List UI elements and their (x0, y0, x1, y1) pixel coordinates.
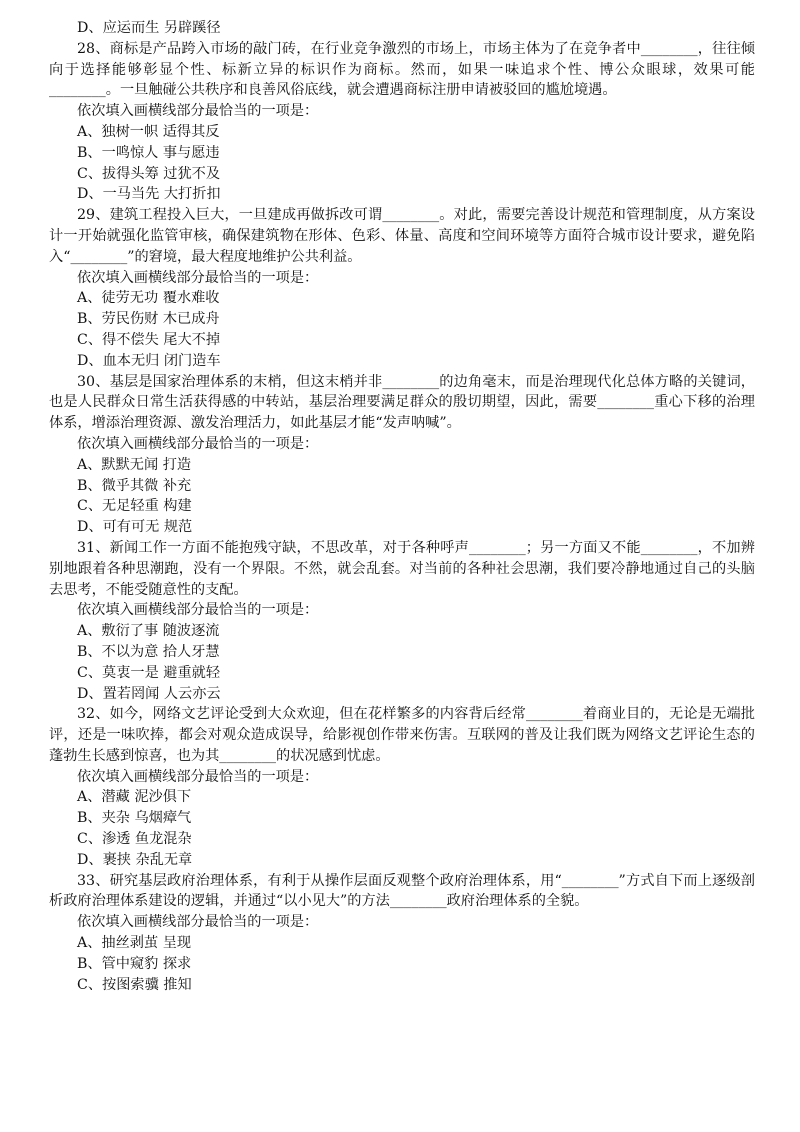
question-33 (49, 871, 755, 996)
option-d: D、置若罔闻 人云亦云 (77, 685, 221, 702)
option-b: B、不以为意 拾人牙慧 (77, 643, 220, 660)
option-c: C、渗透 鱼龙混杂 (77, 831, 192, 848)
question-prompt: 依次填入画横线部分最恰当的一项是： (77, 602, 319, 619)
option-a: A、默默无闻 打造 (77, 456, 192, 473)
question-stem: 30、基层是国家治理体系的末梢，但这末梢并非________的边角毫末，而是治理现代化总体方略的关键词，也是人民群众日常生活获得感的中转站，基层治理要满足群众的殷切期望，因此，需要________重心下移的治理体系，增添治理资源、激发治理活力，如此基层才能“发声呐喊”。 (49, 373, 755, 432)
option-c: C、按图索骥 推知 (77, 976, 192, 993)
option-c: C、莫衷一是 避重就轻 (77, 664, 221, 681)
question-stem: 29、建筑工程投入巨大，一旦建成再做拆改可谓________。对此，需要完善设计规范和管理制度，从方案设计一开始就强化监管审核，确保建筑物在形体、色彩、体量、高度和空间环境等方面符合城市设计要求，避免陷入“________”的窘境，最大程度地维护公共利益。 (49, 207, 755, 265)
question-29 (49, 205, 755, 371)
option-a: A、敷衍了事 随波逐流 (77, 623, 220, 640)
question-stem: 33、研究基层政府治理体系，有利于从操作层面反观整个政府治理体系，用“________”方式自下而上逐级剖析政府治理体系建设的逻辑，并通过“以小见大”的方法________政府治理体系的全貌。 (49, 872, 755, 910)
option-c: C、无足轻重 构建 (77, 498, 192, 515)
option-a: A、抽丝剥茧 呈现 (77, 935, 192, 952)
question-stem: 32、如今，网络文艺评论受到大众欢迎，但在花样繁多的内容背后经常________着商业目的，无论是无端批评，还是一味吹捧，都会对观众造成误导，给影视创作带来伤害。互联网的普及让我们既为网络文艺评论生态的蓬勃生长感到惊喜，也为其________的状况感到忧虑。 (49, 706, 755, 764)
option-c: C、得不偿失 尾大不掉 (77, 331, 221, 348)
option-b: B、微乎其微 补充 (77, 477, 192, 494)
option-b: B、管中窥豹 探求 (77, 955, 192, 972)
document-page (49, 18, 755, 995)
lead-option: D、应运而生 另辟蹊径 (77, 20, 221, 36)
option-a: A、潜藏 泥沙俱下 (77, 789, 192, 806)
option-d: D、可有可无 规范 (77, 519, 193, 536)
option-b: B、一鸣惊人 事与愿违 (77, 144, 220, 161)
question-prompt: 依次填入画横线部分最恰当的一项是： (77, 269, 319, 286)
option-d: D、血本无归 闭门造车 (77, 352, 221, 369)
option-b: B、夹杂 乌烟瘴气 (77, 810, 192, 827)
question-32 (49, 704, 755, 870)
question-prompt: 依次填入画横线部分最恰当的一项是： (77, 103, 319, 120)
option-b: B、劳民伤财 木已成舟 (77, 311, 220, 328)
question-prompt: 依次填入画横线部分最恰当的一项是： (77, 435, 319, 452)
question-28 (49, 39, 755, 205)
question-30 (49, 372, 755, 538)
question-stem: 31、新闻工作一方面不能抱残守缺，不思改革，对于各种呼声________；另一方面又不能________，不加辨别地跟着各种思潮跑，没有一个界限。不然，就会乱套。对当前的各种社会思潮，我们要冷静地通过自己的头脑去思考，不能受随意性的支配。 (49, 539, 755, 598)
option-d: D、一马当先 大打折扣 (77, 186, 221, 203)
question-stem: 28、商标是产品跨入市场的敲门砖，在行业竞争激烈的市场上，市场主体为了在竞争者中________，往往倾向于选择能够彰显个性、标新立异的标识作为商标。然而，如果一味追求个性、博公众眼球，效果可能________。一旦触碰公共秩序和良善风俗底线，就会遭遇商标注册申请被驳回的尴尬境遇。 (49, 40, 755, 99)
option-c: C、拔得头筹 过犹不及 (77, 165, 221, 182)
option-a: A、徒劳无功 覆水难收 (77, 290, 220, 307)
question-prompt: 依次填入画横线部分最恰当的一项是： (77, 768, 319, 785)
option-d: D、裹挟 杂乱无章 (77, 851, 193, 868)
question-31 (49, 538, 755, 704)
option-a: A、独树一帜 适得其反 (77, 123, 220, 140)
question-prompt: 依次填入画横线部分最恰当的一项是： (77, 914, 319, 931)
